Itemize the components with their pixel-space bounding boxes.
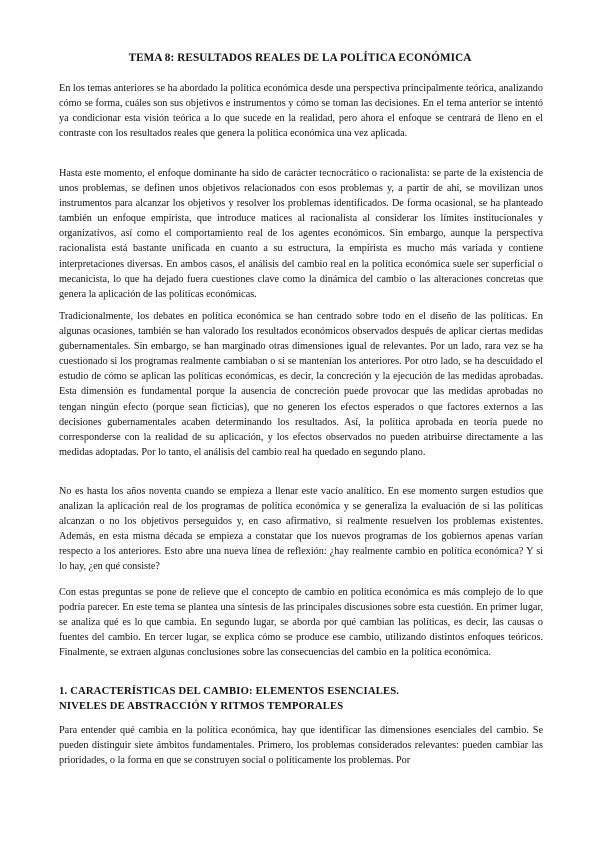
paragraph-traditional-debates: Tradicionalmente, los debates en política económica se han centrado sobre todo en el diseño de las políticas. En algunas ocasiones, también se han valorado los resultados económicos observados después de aplicar ciertas medidas gubernamentales. Sin embargo, se han marginado otras dimensiones igual de relevantes. Por un lado, rara vez se ha cuestionado si los programas realmente cambiaban o si se mantenían los anteriores. Por otro lado, se ha descuidado el estudio de cómo se aplican las políticas económicas, es decir, la concreción y la ejecución de las medidas aprobadas. Esta dimensión es fundamental porque la ausencia de concreción puede provocar que las medidas aprobadas no tengan ningún efecto (porque sean ficticias), que no generen los efectos esperados o que factores externos a las decisiones gubernamentales acaben determinando los resultados. Así, la política aprobada en teoría puede no corresponderse con la realidad de su aplicación, y los efectos observados no pueden atribuirse directamente a las medidas adoptadas. Por lo tanto, el análisis del cambio real ha quedado en segundo plano. [59, 311, 543, 458]
section-heading-line-1: 1. CARACTERÍSTICAS DEL CAMBIO: ELEMENTOS ESENCIALES. [59, 686, 400, 697]
section-heading [59, 684, 543, 714]
section-heading-line-2: NIVELES DE ABSTRACCIÓN Y RITMOS TEMPORALES [59, 701, 344, 712]
paragraph-dimensions: Para entender qué cambia en la política económica, hay que identificar las dimensiones esenciales del cambio. Se pueden distinguir siete ámbitos fundamentales. Primero, los problemas considerados relevantes: pueden cambiar las prioridades, o la forma en que se construyen social o políticamente los problemas. Por [59, 725, 543, 767]
paragraph-intro: En los temas anteriores se ha abordado la política económica desde una perspectiva principalmente teórica, analizando cómo se forma, cuáles son sus objetivos e instrumentos y cómo se toman las decisiones. En el tema anterior se intentó ya condicionar esta visión teórica a lo que sucede en la realidad, pero ahora el enfoque se centrará de lleno en el contraste con los resultados reales que genera la política económica una vez aplicada. [59, 83, 543, 140]
paragraph-nineties: No es hasta los años noventa cuando se empieza a llenar este vacío analítico. En ese momento surgen estudios que analizan la aplicación real de los programas de política económica y se generaliza la evaluación de si las políticas alcanzan o no los objetivos perseguidos y, en caso afirmativo, si realmente resuelven los problemas existentes. Además, en esta misma década se empieza a constatar que los nuevos programas de los gobiernos apenas varían respecto a los anteriores. Esto abre una nueva línea de reflexión: ¿hay realmente cambio en política económica? Y si lo hay, ¿en qué consiste? [59, 486, 543, 573]
paragraph-questions: Con estas preguntas se pone de relieve que el concepto de cambio en política económica es más complejo de lo que podría parecer. En este tema se plantea una síntesis de las principales discusiones sobre esta cuestión. En primer lugar, se analiza qué es lo que cambia. En segundo lugar, se aborda por qué cambian las políticas, es decir, las causas o fuentes del cambio. En tercer lugar, se explica cómo se produce ese cambio, utilizando distintos enfoques teóricos. Finalmente, se extraen algunas conclusiones sobre las consecuencias del cambio en la política económica. [59, 587, 543, 659]
paragraph-rationalist-approach: Hasta este momento, el enfoque dominante ha sido de carácter tecnocrático o racionalista: se parte de la existencia de unos problemas, se definen unos objetivos relacionados con esos problemas y, a partir de ahí, se movilizan unos instrumentos para alcanzar los objetivos y resolver los problemas identificados. De forma ocasional, se ha planteado también un enfoque empirista, que introduce matices al racionalista al considerar los límites institucionales y organizativos, así como el comportamiento real de los agentes económicos. Sin embargo, aunque la perspectiva racionalista está bastante unificada en cuanto a su estructura, la empirista es mucho más variada y contiene interpretaciones diversas. En ambos casos, el análisis del cambio real en la política económica suele ser superficial o mecanicista, lo que ha dejado fuera cuestiones clave como la dinámica del cambio o las alteraciones concretas que genera la aplicación de las políticas económicas. [59, 168, 543, 300]
document-title: TEMA 8: RESULTADOS REALES DE LA POLÍTICA ECONÓMICA [128, 52, 472, 64]
